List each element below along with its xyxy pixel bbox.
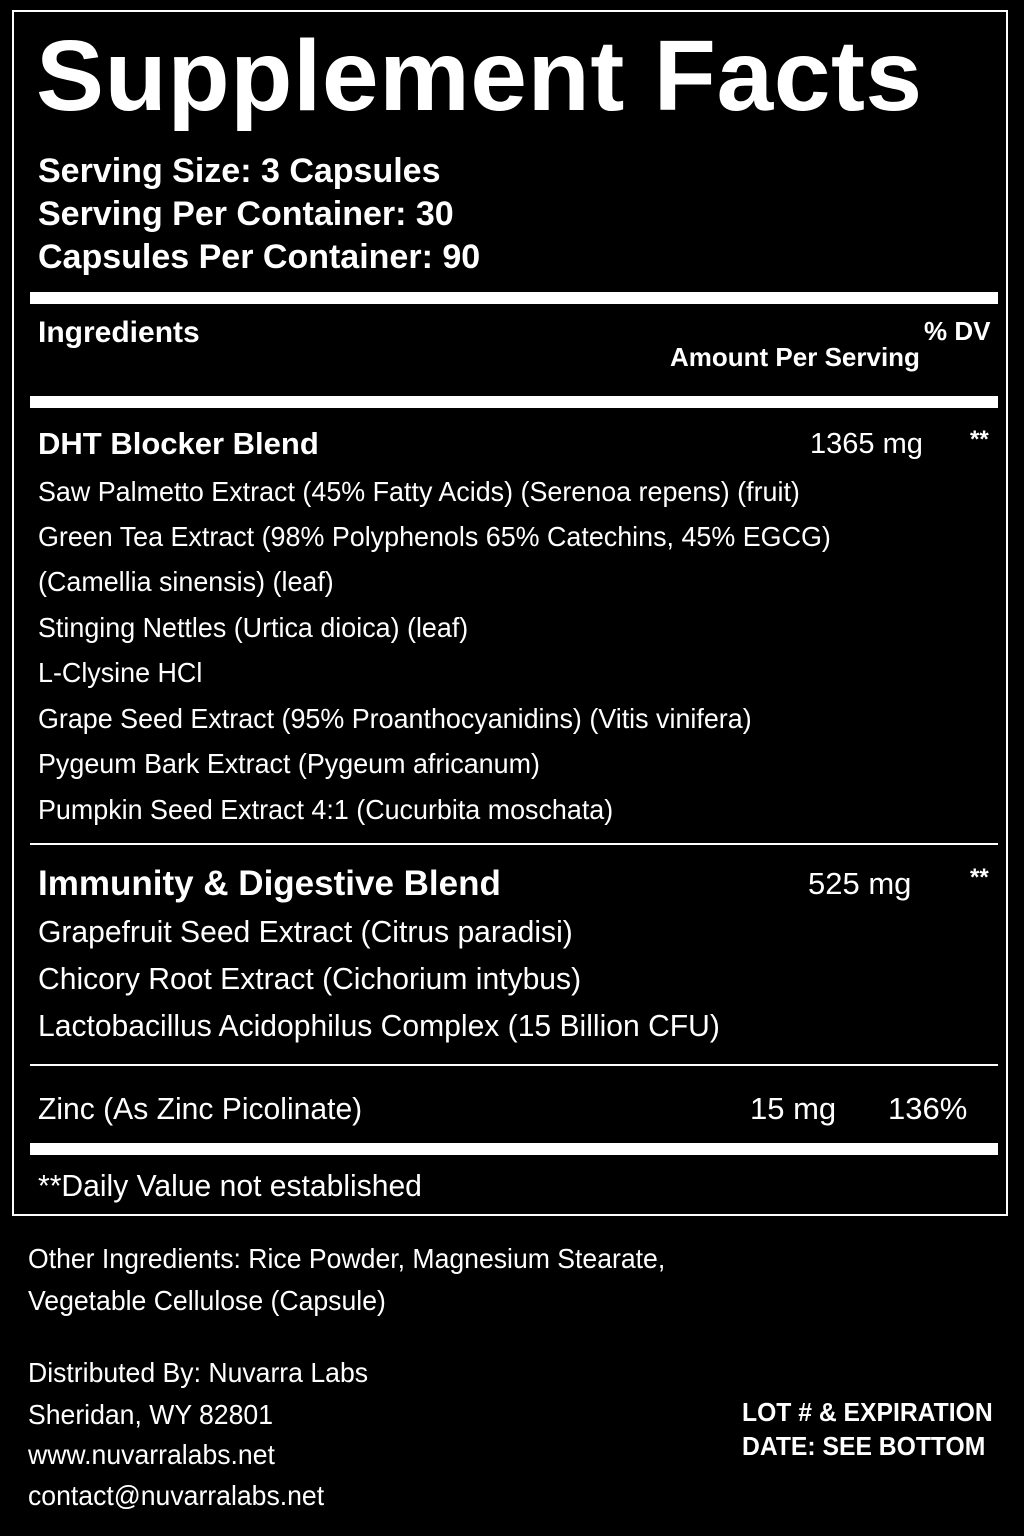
ingredient-item: (Camellia sinensis) (leaf)	[38, 566, 334, 597]
divider-thin	[30, 1064, 998, 1066]
ingredient-item: Pygeum Bark Extract (Pygeum africanum)	[38, 748, 540, 779]
servings-per-container: Serving Per Container: 30	[38, 195, 454, 233]
zinc-amount: 15 mg	[750, 1091, 837, 1126]
amount-per-serving-header: Amount Per Serving	[670, 342, 920, 372]
ingredient-item: Chicory Root Extract (Cichorium intybus)	[38, 961, 582, 996]
zinc-name: Zinc (As Zinc Picolinate)	[38, 1091, 363, 1126]
distributor-name: Distributed By: Nuvarra Labs	[28, 1357, 369, 1388]
lot-line1: LOT # & EXPIRATION	[742, 1397, 993, 1427]
divider-thick	[30, 1143, 998, 1155]
dv-footnote: **Daily Value not established	[38, 1168, 422, 1203]
dv-header: % DV	[924, 316, 991, 346]
ingredient-item: L-Clysine HCl	[38, 657, 203, 688]
label-title: Supplement Facts	[36, 20, 923, 132]
ingredient-item: Lactobacillus Acidophilus Complex (15 Billion CFU)	[38, 1008, 720, 1043]
ingredient-item: Grapefruit Seed Extract (Citrus paradisi)	[38, 914, 573, 949]
ingredient-item: Green Tea Extract (98% Polyphenols 65% Catechins, 45% EGCG)	[38, 521, 831, 552]
dht-blend-amount: 1365 mg	[810, 428, 923, 460]
ingredient-item: Stinging Nettles (Urtica dioica) (leaf)	[38, 612, 469, 643]
lot-line2: DATE: SEE BOTTOM	[742, 1431, 986, 1461]
serving-size: Serving Size: 3 Capsules	[38, 152, 441, 190]
dht-blend-name: DHT Blocker Blend	[38, 426, 319, 461]
ingredient-item: Grape Seed Extract (95% Proanthocyanidins) (Vitis vinifera)	[38, 703, 752, 734]
immunity-blend-amount: 525 mg	[808, 866, 912, 901]
distributor-website: www.nuvarralabs.net	[28, 1439, 275, 1470]
zinc-dv: 136%	[888, 1091, 968, 1126]
divider-thin	[30, 843, 998, 845]
other-ingredients-line2: Vegetable Cellulose (Capsule)	[28, 1285, 386, 1316]
supplement-facts-panel	[12, 10, 1008, 1216]
ingredient-item: Saw Palmetto Extract (45% Fatty Acids) (Serenoa repens) (fruit)	[38, 476, 800, 507]
immunity-blend-dv: **	[970, 864, 989, 891]
capsules-per-container: Capsules Per Container: 90	[38, 238, 481, 276]
dht-blend-dv: **	[970, 426, 989, 453]
divider-thick	[30, 396, 998, 408]
distributor-address: Sheridan, WY 82801	[28, 1399, 273, 1430]
ingredients-header: Ingredients	[38, 316, 200, 349]
ingredient-item: Pumpkin Seed Extract 4:1 (Cucurbita moschata)	[38, 794, 614, 825]
immunity-blend-name: Immunity & Digestive Blend	[38, 864, 501, 903]
distributor-email: contact@nuvarralabs.net	[28, 1480, 325, 1511]
other-ingredients-line1: Other Ingredients: Rice Powder, Magnesium Stearate,	[28, 1243, 666, 1274]
divider-thick	[30, 292, 998, 304]
